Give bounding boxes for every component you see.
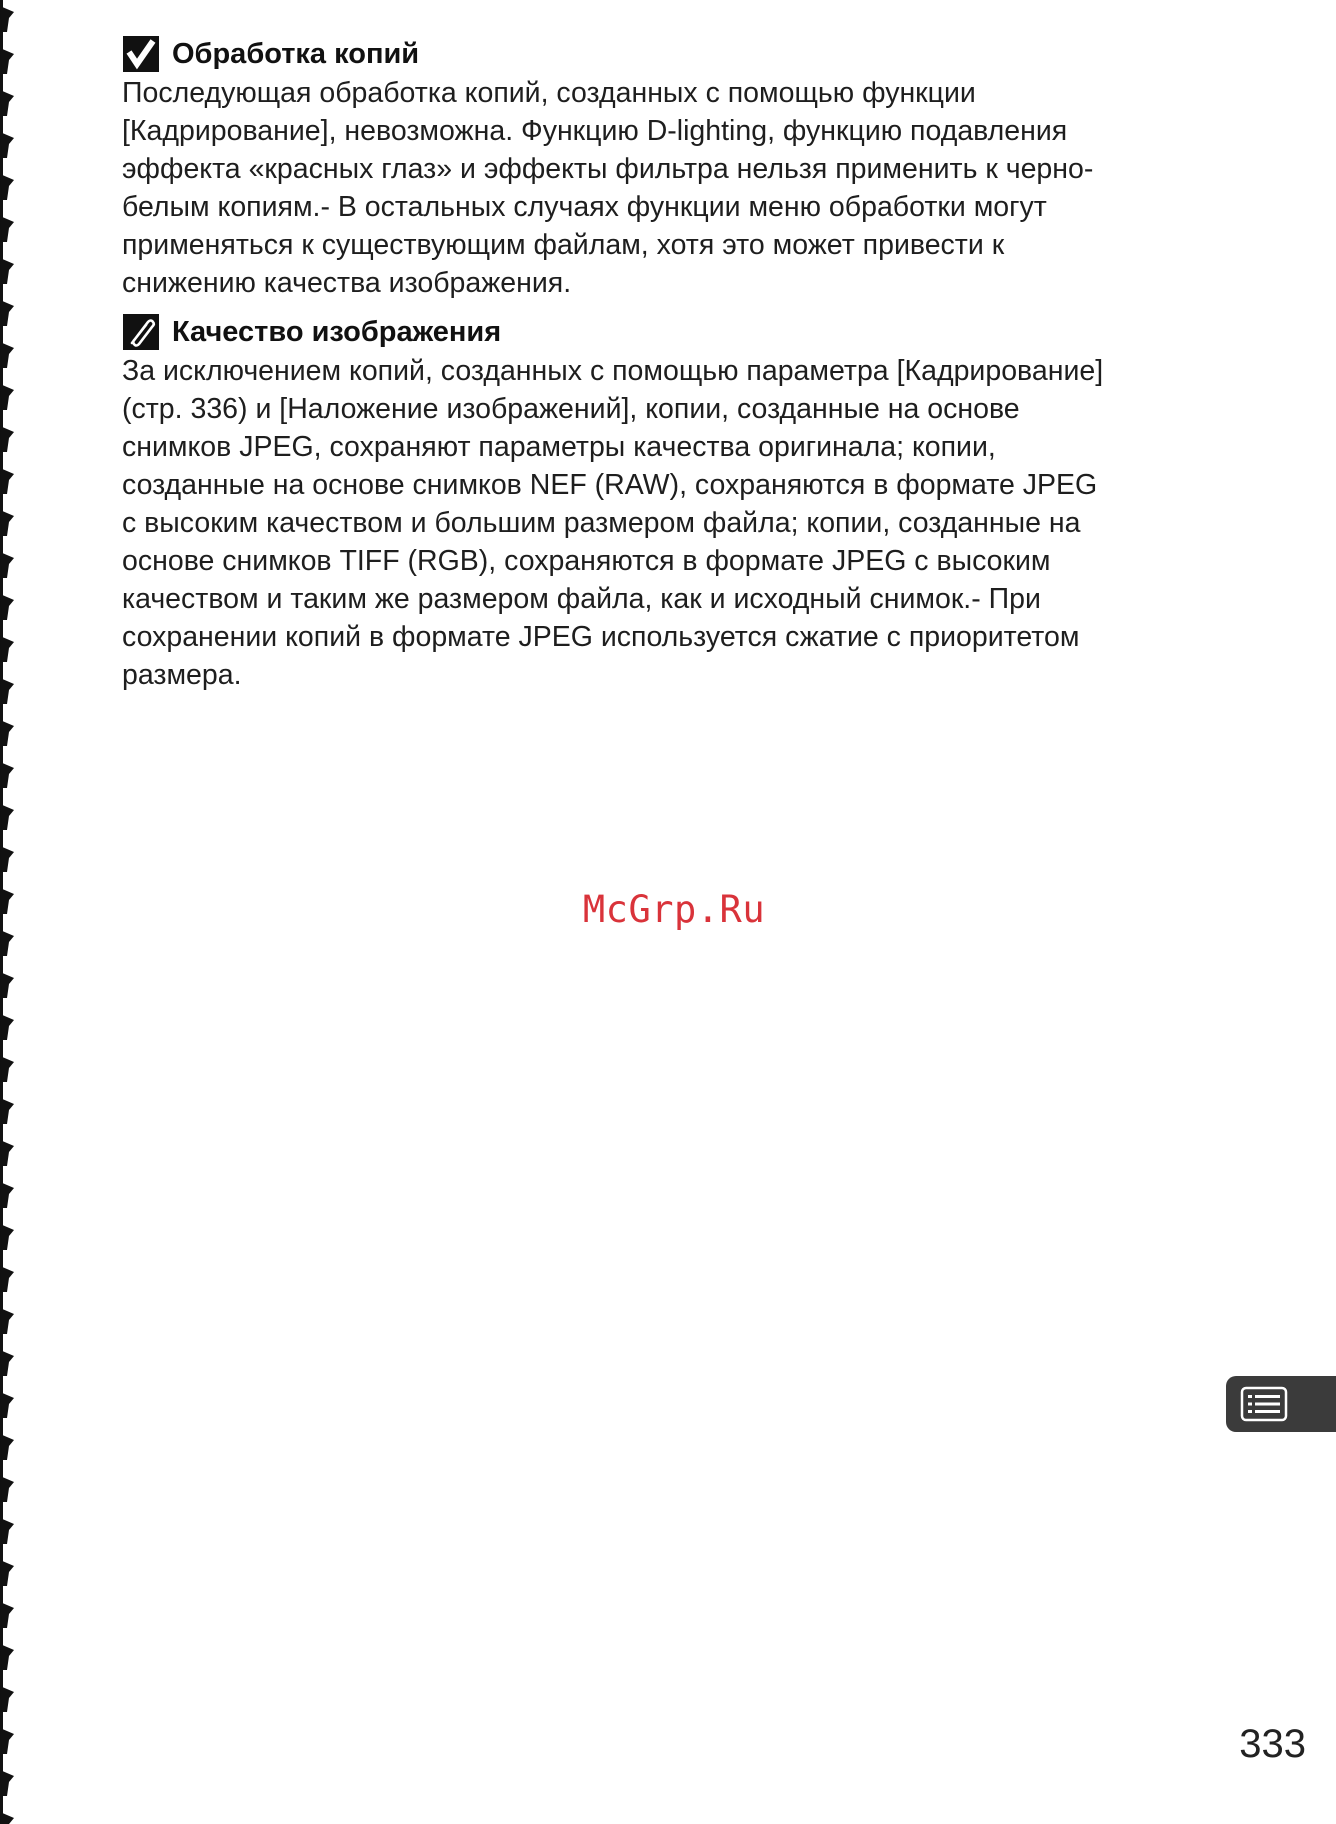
- menu-list-icon: [1240, 1386, 1288, 1422]
- heading-title: Качество изображения: [172, 316, 502, 348]
- paragraph: Последующая обработка копий, созданных с помощью функции [Кадрирование], невозможна. Функцию D-lighting, функцию подавления эффекта «красных глаз» и эффекты фильтра нельзя применить к черно- белым копиям.- В остальных случаях функции меню обработки могут применяться к существующим файлам, хотя это может привести к снижению качества изображения.: [122, 77, 1094, 299]
- check-icon: [122, 35, 160, 73]
- pencil-note-icon: [122, 313, 160, 351]
- document-page: [122, 34, 1212, 704]
- section-copy-processing: [122, 34, 1212, 302]
- page-number: 333: [1239, 1722, 1306, 1766]
- section-heading: [122, 34, 1212, 74]
- menu-section-tab[interactable]: [1226, 1376, 1336, 1432]
- heading-title: Обработка копий: [172, 38, 420, 70]
- paragraph: За исключением копий, созданных с помощью параметра [Кадрирование] (стр. 336) и [Наложение изображений], копии, созданные на основе снимков JPEG, сохраняют параметры качества оригинала; копии, созданные на основе снимков NEF (RAW), сохраняются в формате JPEG с высоким качеством и большим размером файла; копии, созданные на основе снимков TIFF (RGB), сохраняются в формате JPEG с высоким качеством и таким же размером файла, как и исходный снимок.- При сохранении копий в формате JPEG используется сжатие с приоритетом размера.: [122, 355, 1104, 691]
- section-image-quality: [122, 312, 1212, 694]
- watermark: McGrp.Ru: [582, 888, 766, 931]
- section-heading: [122, 312, 1212, 352]
